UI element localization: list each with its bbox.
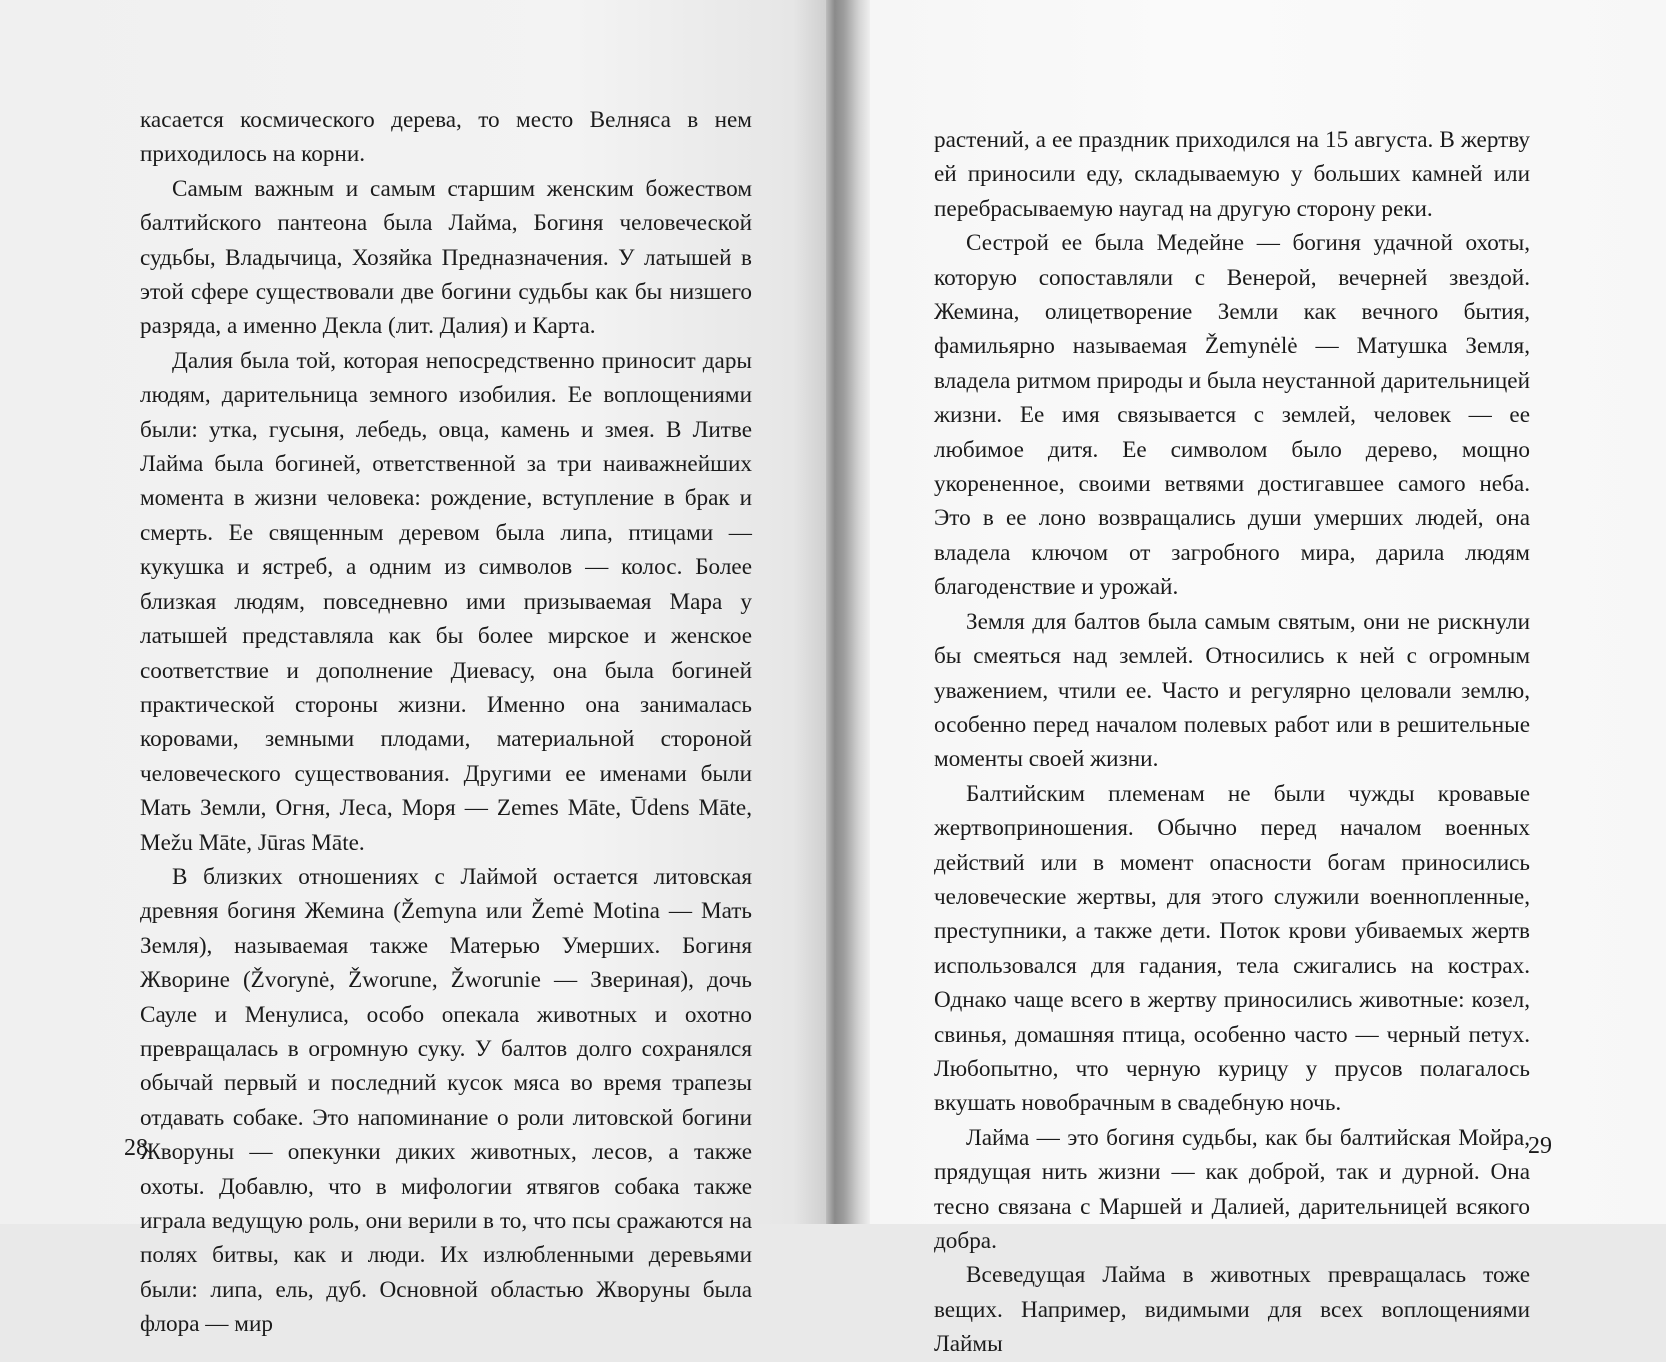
paragraph: Самым важным и самым старшим женским божеством балтийского пантеона была Лайма, Богиня человеческой судьбы, Владычица, Хозяйка Предназначения. У латышей в этой сфере существовали две богини судьбы как бы низшего разряда, а именно Декла (лит. Далия) и Карта.: [140, 175, 752, 340]
right-page: [870, 0, 1666, 1358]
page-number: 29: [1528, 1133, 1552, 1159]
paragraph: Лайма — это богиня судьбы, как бы балтийская Мойра, прядущая нить жизни — как доброй, так и дурной. Она тесно связана с Маршей и Далией, дарительницей всякого добра.: [934, 1124, 1530, 1254]
paragraph: Всеведущая Лайма в животных превращалась тоже вещих. Например, видимыми для всех воплощениями Лаймы: [934, 1262, 1530, 1358]
left-page: [0, 0, 826, 1338]
paragraph: растений, а ее праздник приходился на 15 августа. В жертву ей приносили еду, складываемую у больших камней или перебрасываемую наугад на другую сторону реки.: [934, 127, 1530, 222]
paragraph: Балтийским племенам не были чужды кровавые жертвоприношения. Обычно перед началом военных действий или в момент опасности богам приносились человеческие жертвы, для этого служили военнопленные, преступники, а также дети. Поток крови убиваемых жертв использовался для гадания, тела сжигались на кострах. Однако чаще всего в жертву приносились животные: козел, свинья, домашняя птица, особенно часто — черный петух. Любопытно, что черную курицу у прусов полагалось вкушать новобрачным в свадебную ночь.: [934, 780, 1530, 1117]
paragraph: Сестрой ее была Медейне — богиня удачной охоты, которую сопоставляли с Венерой, вечерней звездой. Жемина, олицетворение Земли как вечного бытия, фамильярно называемая Žemynėlė — Матушка Земля, владела ритмом природы и была неустанной дарительницей жизни. Ее имя связывается с землей, человек — ее любимое дитя. Ее символом было дерево, мощно укорененное, своими ветвями достигавшее самого неба. Это в ее лоно возвращались души умерших людей, она владела ключом от загробного мира, дарила людям благоденствие и урожай.: [934, 230, 1530, 601]
right-page-text: [934, 123, 1530, 1362]
paragraph: Далия была той, которая непосредственно приносит дары людям, дарительница земного изобилия. Ее воплощениями были: утка, гусыня, лебедь, овца, камень и змея. В Литве Лайма была богиней, ответственной за три наиважнейших момента в жизни человека: рождение, вступление в брак и смерть. Ее священным деревом была липа, птицами — кукушка и ястреб, а одним из символов — колос. Более близкая людям, повседневно ими призываемая Мара у латышей представляла как бы более мирское и женское соответствие и дополнение Диевасу, она была богиней практической стороны жизни. Именно она занималась коровами, земными плодами, материальной стороной человеческого существования. Другими ее именами были Мать Земли, Огня, Леса, Моря — Zemes Māte, Ūdens Māte, Mežu Māte, Jūras Māte.: [140, 347, 752, 856]
book-gutter: [826, 0, 870, 1224]
left-page-text: [140, 103, 752, 1342]
paragraph: Земля для балтов была самым святым, они не рискнули бы смеяться над землей. Относились к ней с огромным уважением, чтили ее. Часто и регулярно целовали землю, особенно перед началом полевых работ или в решительные моменты своей жизни.: [934, 608, 1530, 773]
page-number: 28: [124, 1135, 148, 1161]
paragraph: касается космического дерева, то место Велняса в нем приходилось на корни.: [140, 107, 752, 168]
paragraph: В близких отношениях с Лаймой остается литовская древняя богиня Жемина (Žemyna или Žemė Motina — Мать Земля), называемая также Матерью Умерших. Богиня Жворине (Žvorynė, Žworune, Žworunie — Звериная), дочь Сауле и Менулиса, особо опекала животных и охотно превращалась в огромную суку. У балтов долго сохранялся обычай первый и последний кусок мяса во время трапезы отдавать собаке. Это напоминание о роли литовской богини Жворуны — опекунки диких животных, лесов, а также охоты. Добавлю, что в мифологии ятвягов собака также играла ведущую роль, они верили в то, что псы сражаются на полях битвы, как и люди. Их излюбленными деревьями были: липа, ель, дуб. Основной областью Жворуны была флора — мир: [140, 863, 752, 1338]
